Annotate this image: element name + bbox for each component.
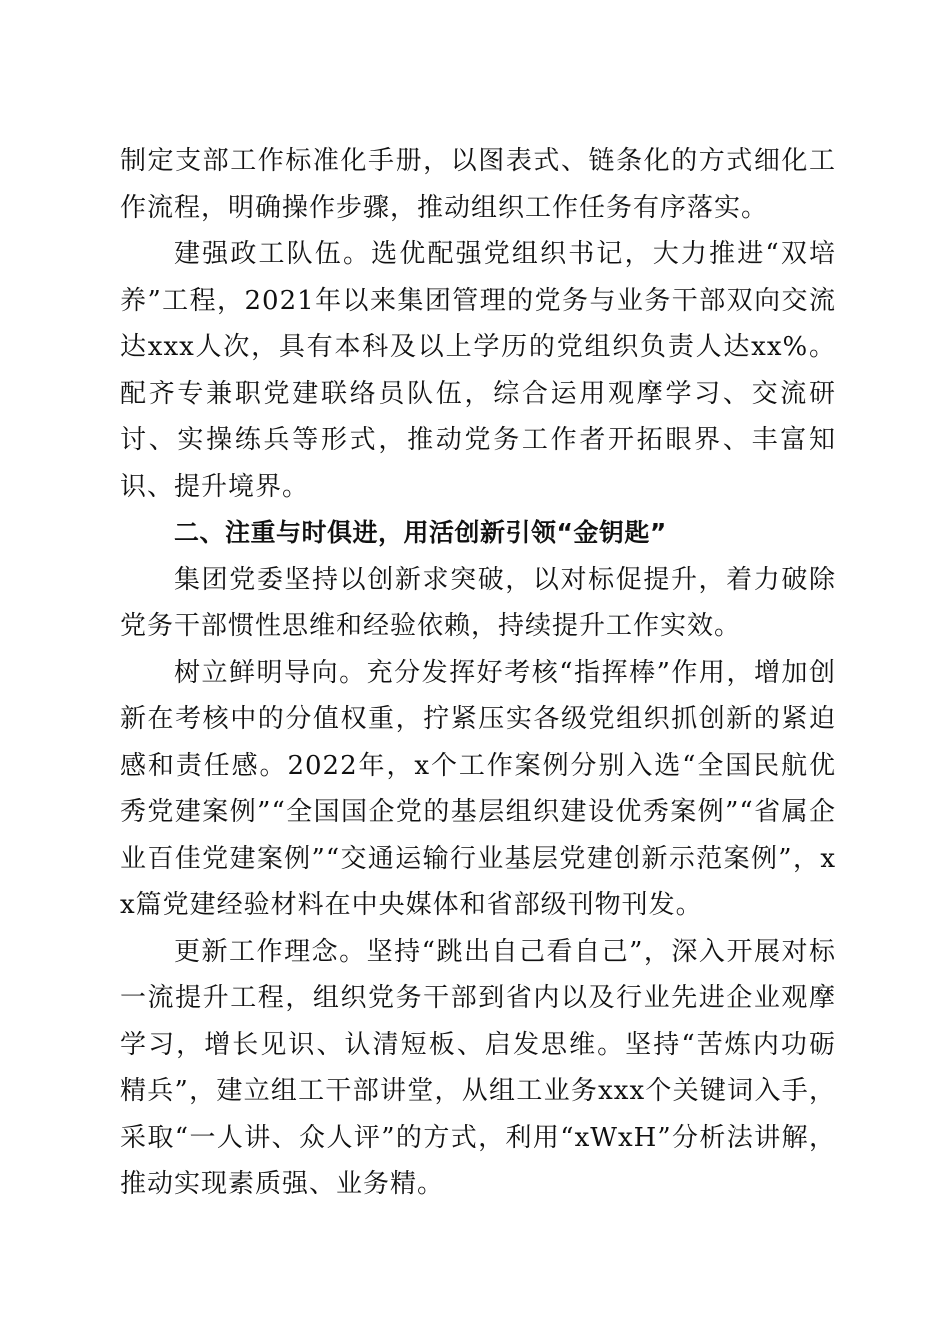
paragraph-clear-orientation: 树立鲜明导向。充分发挥好考核“指挥棒”作用，增加创新在考核中的分值权重，拧紧压实各级党组织抓创新的紧迫感和责任感。2022年，x个工作案例分别入选“全国民航优秀党建案例”“全国国企党的基层组织建设优秀案例”“省属企业百佳党建案例”“交通运输行业基层党建创新示范案例”，xx篇党建经验材料在中央媒体和省部级刊物刊发。	[120, 657, 836, 920]
paragraph-update-concepts: 更新工作理念。坚持“跳出自己看自己”，深入开展对标一流提升工程，组织党务干部到省内以及行业先进企业观摩学习，增长见识、认清短板、启发思维。坚持“苦炼内功砺精兵”，建立组工干部讲堂，从组工业务xxx个关键词入手，采取“一人讲、众人评”的方式，利用“xWxH”分析法讲解，推动实现素质强、业务精。	[120, 936, 836, 1199]
document-body	[120, 138, 836, 1208]
paragraph-continued: 制定支部工作标准化手册，以图表式、链条化的方式细化工作流程，明确操作步骤，推动组织工作任务有序落实。	[120, 146, 836, 223]
paragraph-political-team: 建强政工队伍。选优配强党组织书记，大力推进“双培养”工程，2021年以来集团管理的党务与业务干部双向交流达xxx人次，具有本科及以上学历的党组织负责人达xx%。配齐专兼职党建联络员队伍，综合运用观摩学习、交流研讨、实操练兵等形式，推动党务工作者开拓眼界、丰富知识、提升境界。	[120, 239, 836, 502]
paragraph-section-intro: 集团党委坚持以创新求突破，以对标促提升，着力破除党务干部惯性思维和经验依赖，持续提升工作实效。	[120, 564, 836, 641]
section-heading-2: 二、注重与时俱进，用活创新引领“金钥匙”	[174, 518, 667, 547]
